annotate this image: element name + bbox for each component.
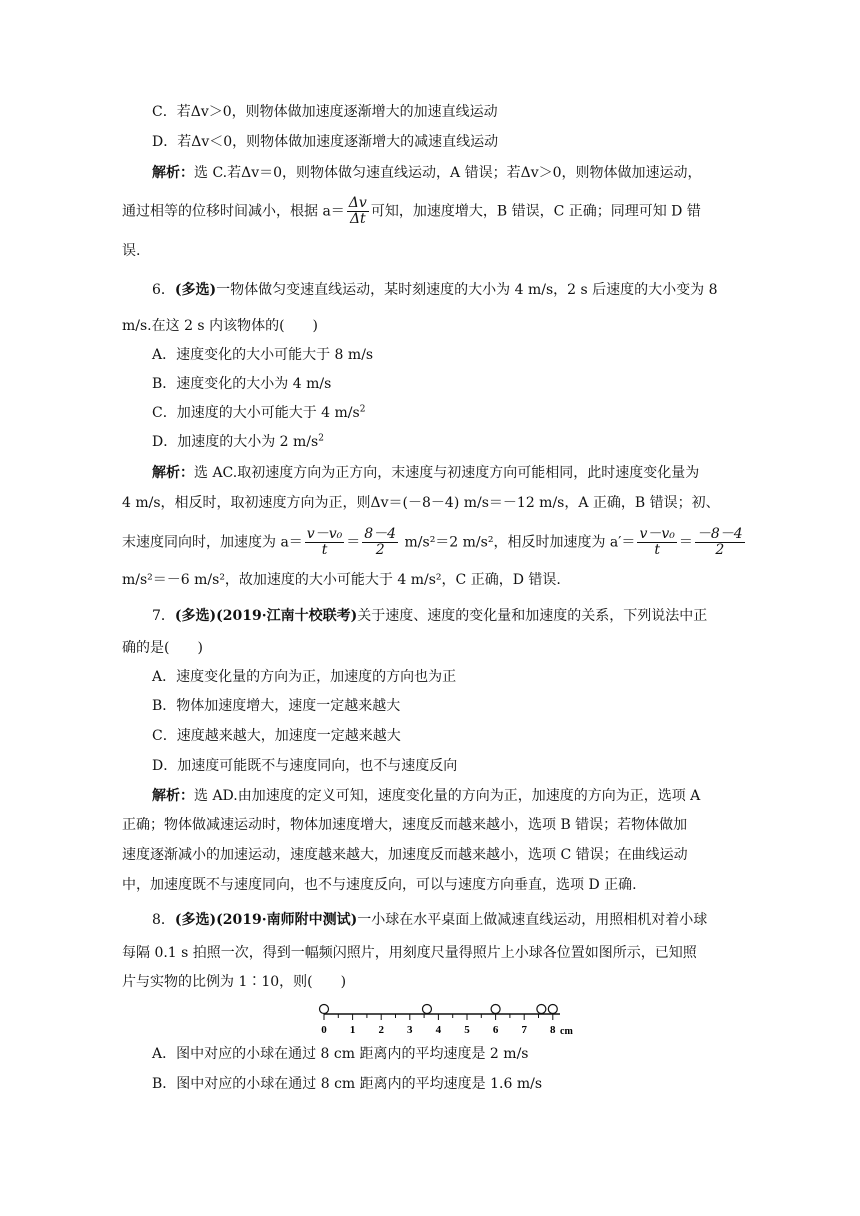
q7-analysis-line4: 中，加速度既不与速度同向，也不与速度反向，可以与速度方向垂直，选项 D 正确. xyxy=(122,877,637,893)
ruler-unit-label: cm xyxy=(560,1026,573,1037)
q5-analysis-line3: 误. xyxy=(122,243,141,259)
option-text: C．加速度的大小可能大于 4 m/s xyxy=(152,405,360,421)
question-number: 6． xyxy=(152,282,175,298)
q7-stem-line2: 确的是( ) xyxy=(122,640,203,656)
ball-marker xyxy=(537,1005,546,1014)
q7-option-c: C．速度越来越大，加速度一定越来越大 xyxy=(152,728,401,744)
ball-marker xyxy=(491,1005,500,1014)
q5-option-c: C．若Δv＞0，则物体做加速度逐渐增大的加速直线运动 xyxy=(152,104,498,120)
strobe-ruler-figure xyxy=(310,994,580,1040)
ruler-tick-label: 3 xyxy=(407,1024,413,1036)
q6-analysis-line2: 4 m/s，相反时，取初速度方向为正，则Δv＝(－8－4) m/s＝－12 m/s，A 正确，B 错误；初、 xyxy=(122,495,720,511)
ruler-tick-label: 0 xyxy=(321,1024,327,1036)
superscript: 2 xyxy=(359,404,366,415)
q5-option-d: D．若Δv＜0，则物体做加速度逐渐增大的减速直线运动 xyxy=(152,134,499,150)
q8-option-a: A．图中对应的小球在通过 8 cm 距离内的平均速度是 2 m/s xyxy=(152,1046,529,1062)
q6-option-c xyxy=(152,404,365,422)
analysis-label: 解析： xyxy=(152,165,194,181)
q5-analysis-line1 xyxy=(152,164,702,182)
ball-marker xyxy=(320,1005,329,1014)
fraction-denominator: Δt xyxy=(349,211,366,227)
q6-analysis-line3 xyxy=(122,527,747,558)
ruler-tick-label: 1 xyxy=(349,1024,356,1036)
q6-analysis-line4: m/s²＝－6 m/s²，故加速度的大小可能大于 4 m/s²，C 正确，D 错误. xyxy=(122,572,561,588)
equals-sign: ＝ xyxy=(346,534,361,551)
analysis-text: 选 AD.由加速度的定义可知，速度变化量的方向为正，加速度的方向为正，选项 A xyxy=(194,788,701,804)
analysis-text: 选 C.若Δv＝0，则物体做匀速直线运动，A 错误；若Δv＞0，则物体做加速运动， xyxy=(194,165,702,181)
question-number: 8． xyxy=(152,912,175,928)
q6-option-d xyxy=(152,433,324,451)
ruler-tick-label: 6 xyxy=(492,1024,499,1036)
fraction-denominator: t xyxy=(321,542,328,558)
fraction-numerator: v－v₀ xyxy=(306,526,343,542)
question-stem: 一物体做匀变速直线运动，某时刻速度的大小为 4 m/s，2 s 后速度的大小变为 8 xyxy=(216,282,718,298)
equals-sign: ＝ xyxy=(678,534,693,551)
q6-option-a: A．速度变化的大小可能大于 8 m/s xyxy=(152,347,374,363)
q6-option-b: B．速度变化的大小为 4 m/s xyxy=(152,376,332,392)
q8-option-b: B．图中对应的小球在通过 8 cm 距离内的平均速度是 1.6 m/s xyxy=(152,1076,543,1092)
q7-option-d: D．加速度可能既不与速度同向，也不与速度反向 xyxy=(152,758,458,774)
fraction-numerator: Δv xyxy=(348,195,367,211)
question-number: 7． xyxy=(152,608,175,624)
q8-stem-line2: 每隔 0.1 s 拍照一次，得到一幅频闪照片，用刻度尺量得照片上小球各位置如图所示，已知照 xyxy=(122,945,697,961)
q6-stem-line1 xyxy=(152,281,718,299)
ruler-tick-label: 7 xyxy=(521,1024,527,1036)
fraction-denominator: 2 xyxy=(715,542,725,558)
ruler-tick-label: 5 xyxy=(464,1024,470,1036)
analysis-text: 选 AC.取初速度方向为正方向，末速度与初速度方向可能相同，此时速度变化量为 xyxy=(194,465,700,481)
fraction xyxy=(362,527,398,558)
fraction-denominator: 2 xyxy=(375,542,385,558)
question-stem: 一小球在水平桌面上做减速直线运动，用照相机对着小球 xyxy=(357,912,708,928)
fraction-numerator: －8－4 xyxy=(696,526,743,542)
question-tag: (多选) xyxy=(174,912,217,928)
superscript: 2 xyxy=(318,433,324,444)
q6-stem-line2: m/s.在这 2 s 内该物体的( ) xyxy=(122,318,318,334)
analysis-label: 解析： xyxy=(152,465,194,481)
ball-positions xyxy=(320,1005,558,1014)
q8-stem-line1 xyxy=(152,911,707,929)
ball-marker xyxy=(422,1005,431,1014)
ruler-tick-label: 2 xyxy=(378,1024,384,1036)
q6-analysis-line1 xyxy=(152,464,699,482)
q7-option-b: B．物体加速度增大，速度一定越来越大 xyxy=(152,698,401,714)
fraction-denominator: t xyxy=(654,542,660,558)
question-source: (2019·江南十校联考) xyxy=(216,608,358,624)
q7-analysis-line2: 正确；物体做减速运动时，物体加速度增大，速度反而越来越小，选项 B 错误；若物体做加 xyxy=(122,817,688,833)
q7-stem-line1 xyxy=(152,607,707,625)
analysis-label: 解析： xyxy=(152,788,194,804)
q7-analysis-line1 xyxy=(152,787,700,805)
question-source: (2019·南师附中测试) xyxy=(216,912,358,928)
fraction xyxy=(305,527,344,558)
fraction xyxy=(637,527,676,558)
fraction-numerator: 8－4 xyxy=(364,526,397,542)
analysis-text: m/s²＝2 m/s²，相反时加速度为 a′＝ xyxy=(400,534,636,551)
ruler-tick-label: 8 xyxy=(550,1024,556,1036)
analysis-text: 可知，加速度增大，B 错误，C 正确；同理可知 D 错 xyxy=(370,203,701,220)
q7-option-a: A．速度变化量的方向为正，加速度的方向也为正 xyxy=(152,669,457,685)
question-stem: 关于速度、速度的变化量和加速度的关系，下列说法中正 xyxy=(357,608,708,624)
q8-stem-line3: 片与实物的比例为 1∶10，则( ) xyxy=(122,974,347,990)
fraction xyxy=(695,527,745,558)
analysis-text: 通过相等的位移时间减小，根据 a＝ xyxy=(122,203,345,220)
q5-analysis-line2 xyxy=(122,196,701,227)
fraction xyxy=(347,196,369,227)
question-tag: (多选) xyxy=(174,282,217,298)
ruler-tick-label: 4 xyxy=(435,1024,442,1036)
ruler-ticks xyxy=(324,1014,553,1020)
ball-marker xyxy=(548,1005,557,1014)
fraction-numerator: v－v₀ xyxy=(639,526,675,542)
analysis-text: 末速度同向时，加速度为 a＝ xyxy=(122,534,303,551)
q7-analysis-line3: 速度逐渐减小的加速运动，速度越来越大，加速度反而越来越小，选项 C 错误；在曲线运动 xyxy=(122,847,688,863)
ruler-labels xyxy=(321,1024,556,1036)
question-tag: (多选) xyxy=(174,608,217,624)
option-text: D．加速度的大小为 2 m/s xyxy=(152,434,319,450)
